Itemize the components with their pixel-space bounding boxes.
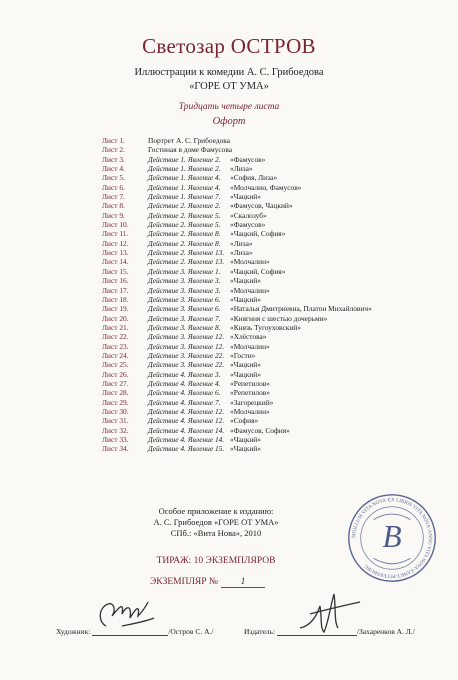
sheet-list: [102, 136, 442, 454]
publisher-label: Издатель:: [244, 627, 276, 636]
sheet-title: «Наталья Дмитриевна, Платон Михайлович»: [230, 304, 372, 314]
sheet-act-scene: Действие 2. Явление 5.: [148, 210, 221, 220]
sheet-number: Лист 7.: [102, 192, 125, 202]
sheet-row: [102, 276, 442, 285]
sheet-title: «Скалозуб»: [230, 210, 267, 220]
sheet-row: [102, 155, 442, 164]
sheet-number: Лист 20.: [102, 313, 129, 323]
sheet-act-scene: Действие 1. Явление 7.: [148, 192, 221, 202]
sheet-title: «Фамусов»: [230, 220, 266, 230]
author-name: Светозар ОСТРОВ: [142, 34, 316, 58]
sheet-number: Лист 12.: [102, 238, 129, 248]
sheet-act-scene: Действие 3. Явление 22.: [148, 350, 225, 360]
sheet-act-scene: Действие 4. Явление 12.: [148, 406, 225, 416]
sheet-title: «Князь Тугоуховский»: [230, 322, 301, 332]
sheet-row: [102, 435, 442, 444]
sheet-title: «Лиза»: [230, 164, 253, 174]
sheet-row: [102, 304, 442, 313]
sheet-row: [102, 201, 442, 210]
sheet-number: Лист 4.: [102, 164, 125, 174]
sheet-row: [102, 173, 442, 182]
sheet-act-scene: Действие 1. Явление 2.: [148, 154, 221, 164]
sheet-title: «Гости»: [230, 350, 256, 360]
sheet-row: [102, 286, 442, 295]
sheet-title: «Загорецкий»: [230, 397, 274, 407]
sheet-number: Лист 10.: [102, 220, 129, 230]
sheet-act-scene: Действие 3. Явление 7.: [148, 313, 221, 323]
sheet-act-scene: Действие 3. Явление 1.: [148, 266, 221, 276]
sheet-act-scene: Действие 2. Явление 8.: [148, 238, 221, 248]
sheet-act-scene: Действие 3. Явление 22.: [148, 360, 225, 370]
sheet-row: [102, 239, 442, 248]
sheet-row: [102, 136, 442, 145]
sheet-act-scene: Действие 4. Явление 4.: [148, 378, 221, 388]
copy-number: 1: [221, 577, 265, 588]
sheet-act-scene: Действие 3. Явление 3.: [148, 285, 221, 295]
sheet-number: Лист 24.: [102, 350, 129, 360]
sheet-title: «Чацкий»: [230, 444, 261, 454]
publisher-signature-icon: [290, 588, 370, 638]
sheet-row: [102, 379, 442, 388]
sheet-act-scene: Действие 3. Явление 6.: [148, 294, 221, 304]
sheet-act-scene: Действие 2. Явление 8.: [148, 229, 221, 239]
sheet-act-scene: Действие 3. Явление 12.: [148, 332, 225, 342]
subtitle-line-2: «ГОРЕ ОТ УМА»: [189, 81, 269, 92]
sheet-row: [102, 444, 442, 453]
sheet-row: [102, 426, 442, 435]
sheet-number: Лист 6.: [102, 182, 125, 192]
sheet-act-scene: Действие 2. Явление 13.: [148, 248, 225, 258]
technique: Офорт: [212, 116, 246, 127]
sheet-number: Лист 5.: [102, 173, 125, 183]
sheet-title: «Чацкий»: [230, 294, 261, 304]
sheet-title: «Чацкий»: [230, 360, 261, 370]
sheet-number: Лист 27.: [102, 378, 129, 388]
tirazh: ТИРАЖ: 10 ЭКЗЕМПЛЯРОВ: [156, 556, 276, 566]
sheet-number: Лист 9.: [102, 210, 125, 220]
sheet-act-scene: Действие 1. Явление 2.: [148, 164, 221, 174]
sheet-act-scene: Действие 2. Явление 2.: [148, 201, 221, 211]
sheet-act-scene: Действие 3. Явление 3.: [148, 276, 221, 286]
sheet-number: Лист 32.: [102, 425, 129, 435]
sheet-title: «Чацкий»: [230, 192, 261, 202]
edition-line-1: Особое приложение к изданию:: [158, 506, 274, 516]
sheet-row: [102, 145, 442, 154]
sheet-title: «Княгиня с шестью дочерьми»: [230, 313, 328, 323]
publisher-name: /Захаренков А. Л./: [356, 627, 415, 636]
sheet-title: «София, Лиза»: [230, 173, 278, 183]
sheet-number: Лист 11.: [102, 229, 129, 239]
edition-line-2: А. С. Грибоедов «ГОРЕ ОТ УМА»: [153, 517, 279, 527]
sheet-title: «Чацкий, София»: [230, 229, 286, 239]
artist-name: /Остров С. А./: [168, 627, 214, 636]
sheet-row: [102, 332, 442, 341]
sheet-row: [102, 360, 442, 369]
sheet-act-scene: Действие 3. Явление 6.: [148, 304, 221, 314]
sheet-act-scene: Действие 3. Явление 8.: [148, 322, 221, 332]
sheet-number: Лист 25.: [102, 360, 129, 370]
sheet-row: [102, 314, 442, 323]
copy-number-field: [150, 577, 265, 588]
sheet-title: Гостиная в доме Фамусова: [148, 145, 233, 155]
sheet-number: Лист 28.: [102, 388, 129, 398]
sheet-act-scene: Действие 1. Явление 4.: [148, 182, 221, 192]
sheet-row: [102, 220, 442, 229]
sheet-act-scene: Действие 4. Явление 6.: [148, 388, 221, 398]
sheet-act-scene: Действие 4. Явление 12.: [148, 416, 225, 426]
sheet-title: «Чацкий, София»: [230, 266, 286, 276]
sheet-title: «Чацкий»: [230, 369, 261, 379]
sheet-row: [102, 407, 442, 416]
sheet-act-scene: Действие 2. Явление 13.: [148, 257, 225, 267]
sheet-number: Лист 29.: [102, 397, 129, 407]
sheet-act-scene: Действие 4. Явление 7.: [148, 397, 221, 407]
sheet-row: [102, 351, 442, 360]
sheet-number: Лист 33.: [102, 435, 129, 444]
sheet-title: «Репетилов»: [230, 388, 270, 398]
artist-label: Художник:: [56, 627, 91, 636]
sheet-title: «Молчалин»: [230, 257, 270, 267]
sheet-row: [102, 323, 442, 332]
sheet-number: Лист 3.: [102, 154, 125, 164]
sheet-row: [102, 257, 442, 266]
sheet-row: [102, 164, 442, 173]
sheet-title: «Репетилов»: [230, 378, 270, 388]
sheet-row: [102, 398, 442, 407]
sheet-row: [102, 229, 442, 238]
sheet-number: Лист 26.: [102, 369, 129, 379]
seal-text: SIGILLUM VITA NOVA·EX LIBRIS VITA NOVA·ANNO VITA NOVA·SANKT-PETERSBURG: [351, 497, 433, 579]
sheet-row: [102, 416, 442, 425]
sheet-row: [102, 211, 442, 220]
sheet-number: Лист 16.: [102, 276, 129, 286]
copy-label: ЭКЗЕМПЛЯР №: [150, 577, 218, 587]
sheet-count: Тридцать четыре листа: [178, 102, 280, 112]
sheet-row: [102, 267, 442, 276]
sheet-act-scene: Действие 4. Явление 15.: [148, 444, 225, 454]
sheet-number: Лист 21.: [102, 322, 129, 332]
sheet-title: «Чацкий»: [230, 435, 261, 444]
sheet-title: «Хлёстова»: [230, 332, 267, 342]
sheet-title: «Чацкий»: [230, 276, 261, 286]
sheet-title: «Фамусов, София»: [230, 425, 290, 435]
sheet-number: Лист 34.: [102, 444, 129, 454]
sheet-title: «Молчалин»: [230, 406, 270, 416]
sheet-row: [102, 370, 442, 379]
sheet-number: Лист 22.: [102, 332, 129, 342]
sheet-act-scene: Действие 4. Явление 14.: [148, 425, 225, 435]
sheet-title: «Лиза»: [230, 248, 253, 258]
sheet-title: «Фамусов»: [230, 154, 266, 164]
sheet-title: Портрет А. С. Грибоедова: [148, 136, 230, 145]
sheet-title: «Молчалин»: [230, 341, 270, 351]
edition-line-3: СПб.: «Вита Нова», 2010: [170, 528, 262, 538]
artist-signature-icon: [92, 596, 162, 636]
sheet-number: Лист 1.: [102, 136, 125, 145]
sheet-act-scene: Действие 1. Явление 4.: [148, 173, 221, 183]
sheet-number: Лист 30.: [102, 406, 129, 416]
sheet-number: Лист 15.: [102, 266, 129, 276]
sheet-row: [102, 192, 442, 201]
sheet-row: [102, 295, 442, 304]
sheet-act-scene: Действие 4. Явление 14.: [148, 435, 225, 444]
sheet-title: «Молчалин»: [230, 285, 270, 295]
sheet-number: Лист 13.: [102, 248, 129, 258]
sheet-act-scene: Действие 2. Явление 5.: [148, 220, 221, 230]
seal-letter: B: [382, 519, 402, 555]
sheet-row: [102, 388, 442, 397]
publisher-seal-icon: [346, 492, 438, 584]
sheet-title: «Молчалин, Фамусов»: [230, 182, 302, 192]
sheet-number: Лист 31.: [102, 416, 129, 426]
sheet-number: Лист 23.: [102, 341, 129, 351]
sheet-number: Лист 19.: [102, 304, 129, 314]
sheet-title: «Лиза»: [230, 238, 253, 248]
sheet-number: Лист 17.: [102, 285, 129, 295]
sheet-title: «Фамусов, Чацкий»: [230, 201, 293, 211]
sheet-act-scene: Действие 3. Явление 12.: [148, 341, 225, 351]
sheet-row: [102, 183, 442, 192]
sheet-act-scene: Действие 4. Явление 3.: [148, 369, 221, 379]
sheet-number: Лист 2.: [102, 145, 125, 155]
sheet-number: Лист 14.: [102, 257, 129, 267]
subtitle-line-1: Иллюстрации к комедии А. С. Грибоедова: [134, 67, 324, 78]
sheet-number: Лист 18.: [102, 294, 129, 304]
sheet-title: «София»: [230, 416, 259, 426]
sheet-number: Лист 8.: [102, 201, 125, 211]
sheet-row: [102, 342, 442, 351]
sheet-row: [102, 248, 442, 257]
